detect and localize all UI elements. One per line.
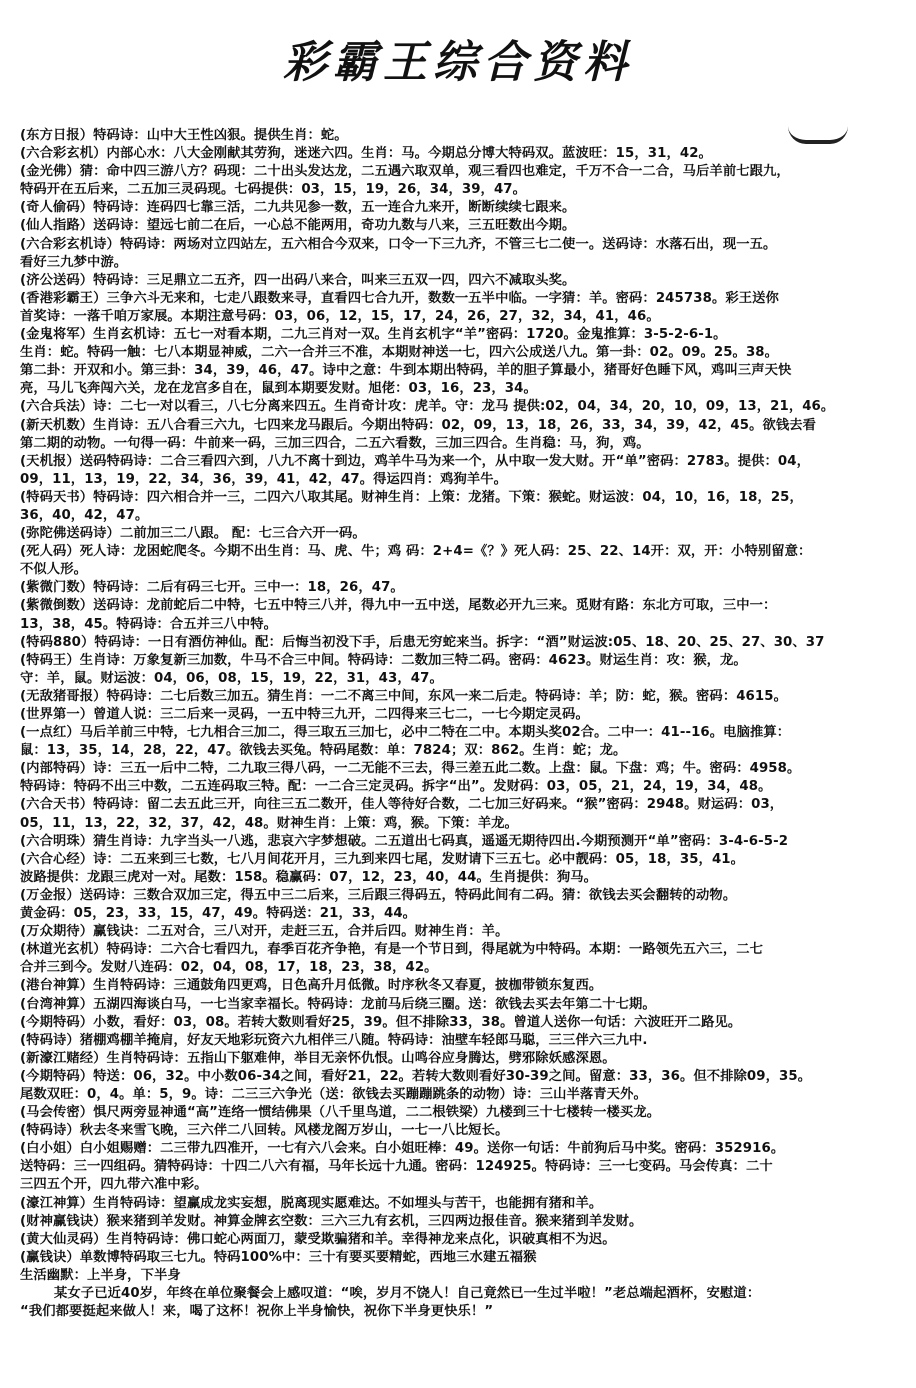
text-line: (黄大仙灵码）生肖特码诗：佛口蛇心两面刀，蒙受欺骗猪和羊。幸得神龙来点化，识破真相不为迟。: [20, 1231, 616, 1247]
text-line: (万金报）送码诗：三数合双加三定，得五中三二后来，三后跟三得码五，特码此间有二码。猜：欲钱去买会翻转的动物。: [20, 887, 737, 903]
text-line: 亮，马儿飞奔闯六关，龙在龙宫多自在，鼠到本期要发财。旭佬：03，16，23，34。: [20, 381, 537, 397]
text-line: 某女子已近40岁，年终在单位聚餐会上感叹道：“唉，岁月不饶人！自己竟然已一生过半啦！”老总端起酒杯，安慰道：: [54, 1286, 761, 1301]
text-line: 送特码：三一四组码。猜特码诗：十四二八六有福，马年长远十九通。密码：124925。特码诗：三一七变码。马会传真：二十: [20, 1159, 773, 1175]
text-line: 特码诗：特码不出三中数，二五连码取三特。配：一二合三定灵码。拆字“出”。发财码：03，05，21，24，19，34，48。: [20, 779, 772, 795]
page-title: 彩霸王综合资料: [283, 37, 633, 88]
text-line: (六合兵法）诗：二七一对以看三，八七分离来四五。生肖奇计攻：虎羊。守：龙马 提供:02，04，34，20，10，09，13，21，46。: [20, 399, 835, 415]
text-line: (林道光玄机）特码诗：二六合七看四九，春季百花齐争艳，有是一个节日到，得尾就为中特码。本期：一路领先五六三，二七: [20, 942, 764, 958]
text-line: (济公送码）特码诗：三足鼎立二五齐，四一出码八来合，叫来三五双一四，四六不减取头奖。: [20, 272, 576, 288]
text-line: 波路提供：龙跟三虎对一对。尾数：158。稳赢码：07，12，23，40，44。生肖提供：狗马。: [20, 869, 598, 885]
text-line: 不似人形。: [20, 562, 87, 578]
text-line: (天机报）送码特码诗：二合三看四六到，八九不离十到边，鸡羊牛马为来一个，从中取一发大财。开“单”密码：2783。提供：04，: [20, 453, 810, 469]
text-line: 第二卦：开双和小。第三卦：34，39，46，47。诗中之意：牛到本期出特码，羊的胆子算最小，猪哥好色睡下风，鸡叫三声天快: [20, 363, 792, 379]
text-line: 36，40，42，47。: [20, 507, 149, 523]
text-line: 05，11，13，22，32，37，42，48。财神生肖：上策：鸡，猴。下策：羊龙。: [20, 815, 518, 831]
text-line: (马会传密）惧尺两旁显神通“高”连络一惯结佛果（八千里鸟道，二二根铁梁）九楼到三十七楼转一楼买龙。: [20, 1105, 661, 1121]
text-line: (特码天书）特码诗：四六相合并一三，二四六八取其尾。财神生肖：上策：龙猪。下策：猴蛇。财运波：04，10，16，18，25，: [20, 489, 803, 505]
text-line: 鼠：13，35，14，28，22，47。欲钱去买兔。特码尾数：单：7824；双：862。生肖：蛇；龙。: [20, 743, 627, 759]
text-line: (万众期待）赢钱诀：二五对合，三八对开，走赶三五，合并后四。财神生肖：羊。: [20, 924, 509, 940]
text-line: 09，11，13，19，22，34，36，39，41，42，47。得运四肖：鸡狗羊牛。: [20, 471, 508, 487]
text-line: (紫微门数）特码诗：二后有码三七开。三中一：18，26，47。: [20, 580, 404, 596]
text-line: (赢钱诀）单数博特码取三七九。特码100%中：三十有要买要精蛇，西地三水建五福猴: [20, 1249, 537, 1265]
text-line: 第二期的动物。一句得一码：牛前来一码，三加三四合，二五六看数，三加三四合。生肖稳：马，狗，鸡。: [20, 435, 650, 451]
text-line: (仙人指路）送码诗：望远七前二在后，一心总不能两用，奇功九数与八来，三五旺数出今期。: [20, 218, 576, 234]
text-line: (香港彩霸王）三争六斗无来和，七走八跟数来寻，直看四七合九开，数数一五半中临。一字猜：羊。密码：245738。彩王送你: [20, 290, 779, 306]
text-line: (弥陀佛送码诗）二前加三二八跟。 配：七三合六开一码。: [20, 526, 366, 542]
text-line: (今期特码）特送：06，32。中小数06-34之间，看好21，22。若转大数则看好30-39之间。留意：33，36。但不排除09，35。: [20, 1068, 812, 1084]
text-line: 守：羊，鼠。财运波：04，06，08，15，19，22，31，43，47。: [20, 670, 443, 686]
text-line: (紫微倒数）送码诗：龙前蛇后二中特，七五中特三八并，得九中一五中送，尾数必开九三来。觅财有路：东北方可取，三中一：: [20, 598, 777, 614]
text-line: (无敌猪哥报）特码诗：二七后数三加五。猜生肖：一二不离三中间，东风一来二后走。特码诗：羊；防：蛇，猴。密码：4615。: [20, 688, 788, 704]
text-line: (世界第一）曾道人说：三二后来一灵码，一五中特三九开，二四得来三七二，一七今期定灵码。: [20, 707, 589, 722]
text-line: 看好三九梦中游。: [20, 254, 128, 270]
text-line: (奇人偷码）特码诗：连码四七靠三活，二九共见参一数，五一连合九来开，断断续续七跟来。: [20, 200, 576, 216]
text-line: (白小姐）白小姐赐赠：二三带九四准开，一七有六八会来。白小姐旺棒：49。送你一句话：牛前狗后马中奖。密码：352916。: [20, 1141, 785, 1157]
text-line: 黄金码：05，23，33，15，47，49。特码送：21，33，44。: [20, 906, 417, 922]
text-line: (港台神算）生肖特码诗：三通鼓角四更鸡，日色高升月低微。时序秋冬又春夏，披枷带锁东复西。: [20, 978, 603, 994]
text-line: (六合彩玄机诗）特码诗：两场对立四站左，五六相合今双来，口令一下三九齐，不管三七二使一。送码诗：水落石出，现一五。: [20, 236, 777, 252]
text-line: (六合明珠）猜生肖诗：九字当头一八逃，悲哀六字梦想破。二五道出七码真，遥遥无期待四出.今期预测开“单”密码：3-4-6-5-2: [20, 833, 789, 849]
text-line: 生肖：蛇。特码一触：七八本期显神威，二六一合并三不准，本期财神送一七，四六公成送八九。第一卦：02。09。25。38。: [20, 345, 779, 361]
text-line: (新濠江赌经）生肖特码诗：五指山下躯难伸，举目无亲怀仇恨。山鸣谷应身腾达，劈邪除妖感深恩。: [20, 1050, 616, 1066]
text-line: (一点红）马后羊前三中特，七九相合三加二，得三取五三加七，必中二特在二中。本期头奖02合。二中一：41--16。电脑推算：: [20, 725, 791, 741]
text-line: 合并三到今。发财八连码：02，04，08，17，18，23，38，42。: [20, 960, 438, 976]
text-line: (特码880）特码诗：一日有酒仿神仙。配：后悔当初没下手，后患无穷蛇来当。拆字：“酒”财运波:05、18、20、25、27、30、37: [20, 634, 825, 650]
text-line: 13，38，45。特码诗：合五并三八中特。: [20, 616, 278, 632]
article-body: [20, 127, 906, 1321]
text-line: 特码开在五后来，二五加三灵码现。七码提供：03，15，19，26，34，39，47。: [20, 182, 527, 198]
text-line: “我们都要挺起来做人！来，喝了这杯！祝你上半身愉快，祝你下半身更快乐！”: [20, 1304, 494, 1320]
text-line: (死人码）死人诗：龙困蛇爬冬。今期不出生肖：马、虎、牛；鸡 码：2+4=《？》死人码：25、22、14开：双，开：小特别留意：: [20, 544, 812, 560]
text-line: (内部特码）诗：三五一后中二特，二九取三得八码，一二无能不三去，得三差五此二数。上盘：鼠。下盘：鸡；牛。密码：4958。: [20, 761, 801, 777]
text-line: (特码诗）猪棚鸡棚羊掩肩，好友天地彩玩资六九相伴三八随。特码诗：油壁车轻郎马聪，三三伴六三九中.: [20, 1032, 648, 1048]
text-line: (金鬼将军）生肖玄机诗：五七一对看本期，二九三肖对一双。生肖玄机字“羊”密码：1720。金鬼推算：3-5-2-6-1。: [20, 327, 727, 343]
text-line: (今期特码）小数，看好：03，08。若转大数则看好25，39。但不排除33，38。曾道人送你一句话：六波旺开二路见。: [20, 1014, 742, 1030]
text-line: (六合心经）诗：二五来到三七数，七八月间花开月，三九到来四七尾，发财请下三五七。必中靓码：05，18，35，41。: [20, 851, 745, 867]
text-line: (东方日报）特码诗：山中大王性凶狠。提供生肖：蛇。: [20, 128, 348, 143]
text-line: (六合天书）特码诗：留二去五此三开，向往三五二数开，佳人等待好合数，二七加三好码来。“猴”密码：2948。财运码：03，: [20, 797, 784, 813]
text-line: (新天机数）生肖诗：五八合看三六九，七四来龙马跟后。今期出特码：02，09，13，18，26，33，34，39，42，45。欲钱去看: [20, 417, 817, 433]
text-line: 尾数双旺：0，4。单：5，9。诗：二三三六争光（送：欲钱去买蹦蹦跳条的动物）诗：三山半落青天外。: [20, 1086, 647, 1102]
text-line: 生活幽默：上半身，下半身: [20, 1267, 181, 1283]
text-line: (特码诗）秋去冬来雪飞晚，三六伴二八回转。风楼龙阁万岁山，一七一八比短长。: [20, 1123, 509, 1139]
text-line: 首奖诗：一落千咱万家展。本期注意号码：03，06，12，15，17，24，26，27，32，34，41，46。: [20, 308, 660, 324]
text-line: (特码王）生肖诗：万象复新三加数，牛马不合三中间。特码诗：二数加三特二码。密码：4623。财运生肖：攻：猴，龙。: [20, 652, 747, 668]
text-line: (金光佛）猜：命中四三游八方？码现：二十出头发达龙，二五遇六取双单，观三看四也难定，千万不合一二合，马后羊前七跟九，: [20, 164, 790, 180]
text-line: (台湾神算）五湖四海谈白马，一七当家幸福长。特码诗：龙前马后绕三圈。送：欲钱去买去年第二十七期。: [20, 996, 656, 1012]
text-line: (财神赢钱诀）猴来猪到羊发财。神算金牌玄空数：三六三九有玄机，三四两边报佳音。猴来猪到羊发财。: [20, 1213, 643, 1229]
text-line: 三四五个开，四九带六准中彩。: [20, 1177, 208, 1193]
text-line: (濠江神算）生肖特码诗：望赢成龙实妄想，脱离现实愿难达。不如埋头与苦干，也能拥有猪和羊。: [20, 1195, 603, 1211]
text-line: (六合彩玄机）内部心水：八大金刚献其劳狗，迷迷六四。生肖：马。今期总分博大特码双。蓝波旺：15，31，42。: [20, 146, 712, 162]
